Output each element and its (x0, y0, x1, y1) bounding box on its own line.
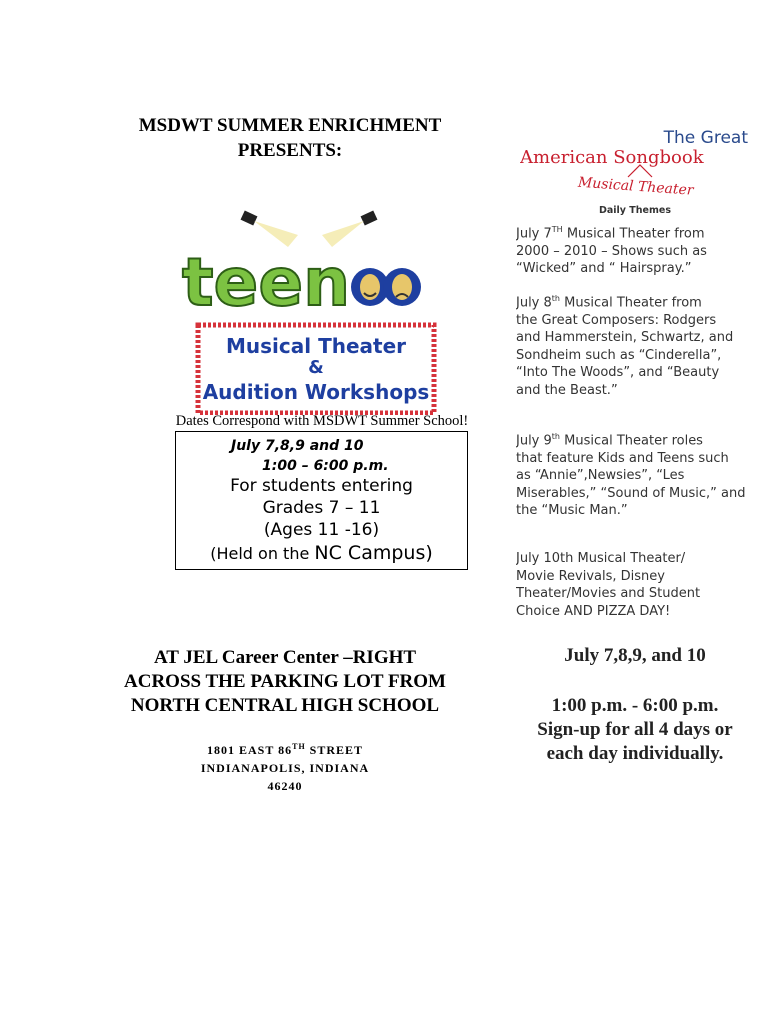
theme-line: “Into The Woods”, and “Beauty (516, 365, 720, 381)
location-block (105, 646, 465, 718)
theme-line: as “Annie”,Newsies”, “Les (516, 468, 685, 484)
address-zip: 46240 (267, 779, 303, 793)
theme-line: and the Beast.” (516, 382, 618, 398)
theme-line: the “Music Man.” (516, 503, 628, 519)
theme-line: “Wicked” and “ Hairspray.” (516, 261, 692, 277)
daily-themes-label: Daily Themes (599, 205, 671, 216)
street-sup: TH (292, 742, 306, 751)
theme-day: July 7 (516, 226, 552, 242)
theme-line: 2000 – 2010 – Shows such as (516, 243, 707, 259)
location-line-1: AT JEL Career Center –RIGHT (153, 647, 417, 668)
theme-text: Musical Theater roles (560, 433, 703, 449)
theme-sup: th (551, 432, 561, 441)
address-city: INDIANAPOLIS, INDIANA (200, 761, 370, 775)
address-street (165, 738, 405, 759)
theme-day: July 10th (516, 551, 574, 566)
signup-line-2: each day individually. (546, 743, 724, 764)
headline-line-1: MSDWT SUMMER ENRICHMENT (138, 115, 442, 136)
location-line-3: NORTH CENTRAL HIGH SCHOOL (130, 695, 440, 716)
spotlight-left-icon (241, 211, 298, 247)
theater-masks-icon (351, 268, 421, 306)
theme-line (516, 290, 766, 312)
dates-note: Dates Correspond with MSDWT Summer School! (175, 413, 469, 429)
session-ages: (Ages 11 -16) (263, 520, 380, 540)
address-block (165, 738, 405, 795)
spotlight-right-icon (322, 211, 377, 247)
theme-line: and Hammerstein, Schwartz, and (516, 330, 734, 346)
session-time: 1:00 – 6:00 p.m. (262, 458, 389, 474)
theme-line (516, 221, 766, 243)
theme-line: Choice AND PIZZA DAY! (516, 603, 671, 619)
session-dates: July 7,8,9 and 10 (231, 438, 364, 454)
held-prefix: (Held on the (210, 544, 315, 563)
session-held (176, 542, 467, 564)
theme-july-8 (516, 290, 766, 399)
songbook-line-3: Musical Theater (577, 174, 695, 199)
theme-july-7 (516, 221, 766, 278)
location-line-2: ACROSS THE PARKING LOT FROM (124, 671, 446, 692)
theme-line (516, 550, 766, 568)
session-students: For students entering (230, 476, 413, 496)
theme-line (516, 428, 766, 450)
right-time-signup (515, 694, 755, 766)
songbook-line-2: American Songbook (520, 147, 704, 168)
teen-musical-theater-logo (180, 205, 440, 415)
great-american-songbook-logo (520, 125, 755, 205)
held-campus: NC Campus) (314, 542, 433, 564)
theme-text: Musical Theater from (560, 295, 702, 311)
street-number: 1801 EAST 86 (206, 743, 293, 757)
logo-audition-workshops: Audition Workshops (202, 380, 430, 404)
theme-line: Miserables,” “Sound of Music,” and (516, 485, 746, 501)
theme-text: Musical Theater from (562, 226, 705, 242)
theme-sup: TH (551, 225, 563, 234)
logo-musical-theater: Musical Theater (226, 334, 406, 358)
theme-line: that feature Kids and Teens such (516, 450, 729, 466)
street-name: STREET (305, 743, 364, 757)
theme-text: Musical Theater/ (573, 551, 686, 566)
headline-line-2: PRESENTS: (237, 140, 343, 161)
theme-day: July 8 (516, 295, 552, 311)
session-grades: Grades 7 – 11 (262, 498, 381, 518)
flyer-headline (110, 113, 470, 163)
theme-sup: th (551, 294, 561, 303)
logo-ampersand: & (308, 357, 324, 378)
right-dates: July 7,8,9, and 10 (564, 645, 706, 666)
theme-july-9 (516, 428, 766, 520)
teen-word: teen (182, 244, 351, 321)
signup-line-1: Sign-up for all 4 days or (537, 719, 733, 740)
theme-july-10 (516, 550, 766, 620)
theme-day: July 9 (516, 433, 552, 449)
theme-line: Movie Revivals, Disney (516, 568, 665, 584)
theme-line: Theater/Movies and Student (516, 586, 701, 601)
theme-line: Sondheim such as “Cinderella”, (516, 347, 722, 363)
theme-line: the Great Composers: Rodgers (516, 312, 717, 328)
right-time: 1:00 p.m. - 6:00 p.m. (551, 695, 719, 716)
session-info-box (175, 431, 468, 570)
songbook-line-1: The Great (663, 128, 748, 148)
